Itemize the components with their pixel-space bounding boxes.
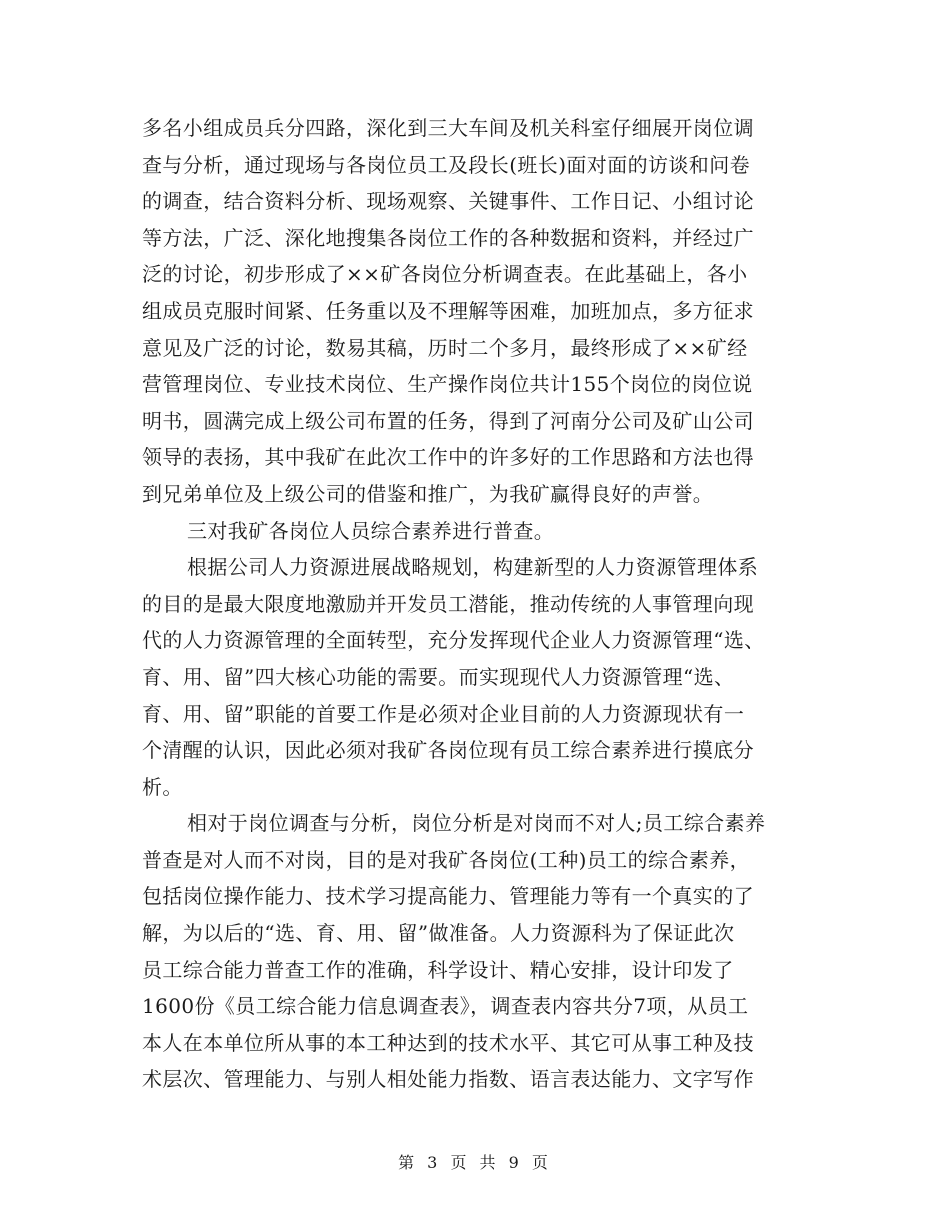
text-line: 代的人力资源管理的全面转型，充分发挥现代企业人力资源管理“选、: [142, 628, 765, 653]
text-line: 育、用、留”职能的首要工作是必须对企业目前的人力资源现状有一: [142, 701, 745, 726]
text-line: 1600份《员工综合能力信息调查表》，调查表内容共分7项，从员工: [142, 994, 749, 1019]
text-line: 明书，圆满完成上级公司布置的任务，得到了河南分公司及矿山公司: [142, 408, 754, 433]
text-line: 普查是对人而不对岗，目的是对我矿各岗位(工种)员工的综合素养，: [142, 847, 751, 872]
text-line: 查与分析，通过现场与各岗位员工及段长(班长)面对面的访谈和问卷: [142, 152, 751, 177]
text-line: 个清醒的认识，因此必须对我矿各岗位现有员工综合素养进行摸底分: [142, 738, 754, 763]
text-line: 解，为以后的“选、育、用、留”做准备。人力资源科为了保证此次: [142, 921, 735, 946]
text-line: 包括岗位操作能力、技术学习提高能力、管理能力等有一个真实的了: [142, 884, 754, 909]
body-text: [142, 110, 802, 1098]
text-line: 的调查，结合资料分析、现场观察、关键事件、工作日记、小组讨论: [142, 189, 754, 214]
text-line: 根据公司人力资源进展战略规划，构建新型的人力资源管理体系: [187, 555, 759, 580]
text-line: 员工综合能力普查工作的准确，科学设计、精心安排，设计印发了: [142, 957, 734, 982]
text-line: 营管理岗位、专业技术岗位、生产操作岗位共计155个岗位的岗位说: [142, 372, 753, 397]
text-line: 的目的是最大限度地激励并开发员工潜能，推动传统的人事管理向现: [142, 591, 754, 616]
text-line: 本人在本单位所从事的本工种达到的技术水平、其它可从事工种及技: [142, 1030, 754, 1055]
text-line: 到兄弟单位及上级公司的借鉴和推广，为我矿赢得良好的声誉。: [142, 481, 714, 506]
text-line: 析。: [142, 774, 183, 799]
text-line: 意见及广泛的讨论，数易其稿，历时二个多月，最终形成了××矿经: [142, 335, 748, 360]
text-line: 泛的讨论，初步形成了××矿各岗位分析调查表。在此基础上，各小: [142, 262, 748, 287]
page-footer: 第 3 页 共 9 页: [398, 1153, 552, 1172]
text-line: 领导的表扬，其中我矿在此次工作中的许多好的工作思路和方法也得: [142, 445, 754, 470]
text-line: 术层次、管理能力、与别人相处能力指数、语言表达能力、文字写作: [142, 1067, 754, 1092]
text-line: 组成员克服时间紧、任务重以及不理解等困难，加班加点，多方征求: [142, 298, 754, 323]
text-line: 多名小组成员兵分四路，深化到三大车间及机关科室仔细展开岗位调: [142, 116, 754, 140]
text-line: 三对我矿各岗位人员综合素养进行普查。: [187, 518, 555, 543]
text-line: 育、用、留”四大核心功能的需要。而实现现代人力资源管理“选、: [142, 664, 735, 689]
text-line: 相对于岗位调查与分析，岗位分析是对岗而不对人;员工综合素养: [187, 811, 766, 836]
text-line: 等方法，广泛、深化地搜集各岗位工作的各种数据和资料，并经过广: [142, 225, 754, 250]
